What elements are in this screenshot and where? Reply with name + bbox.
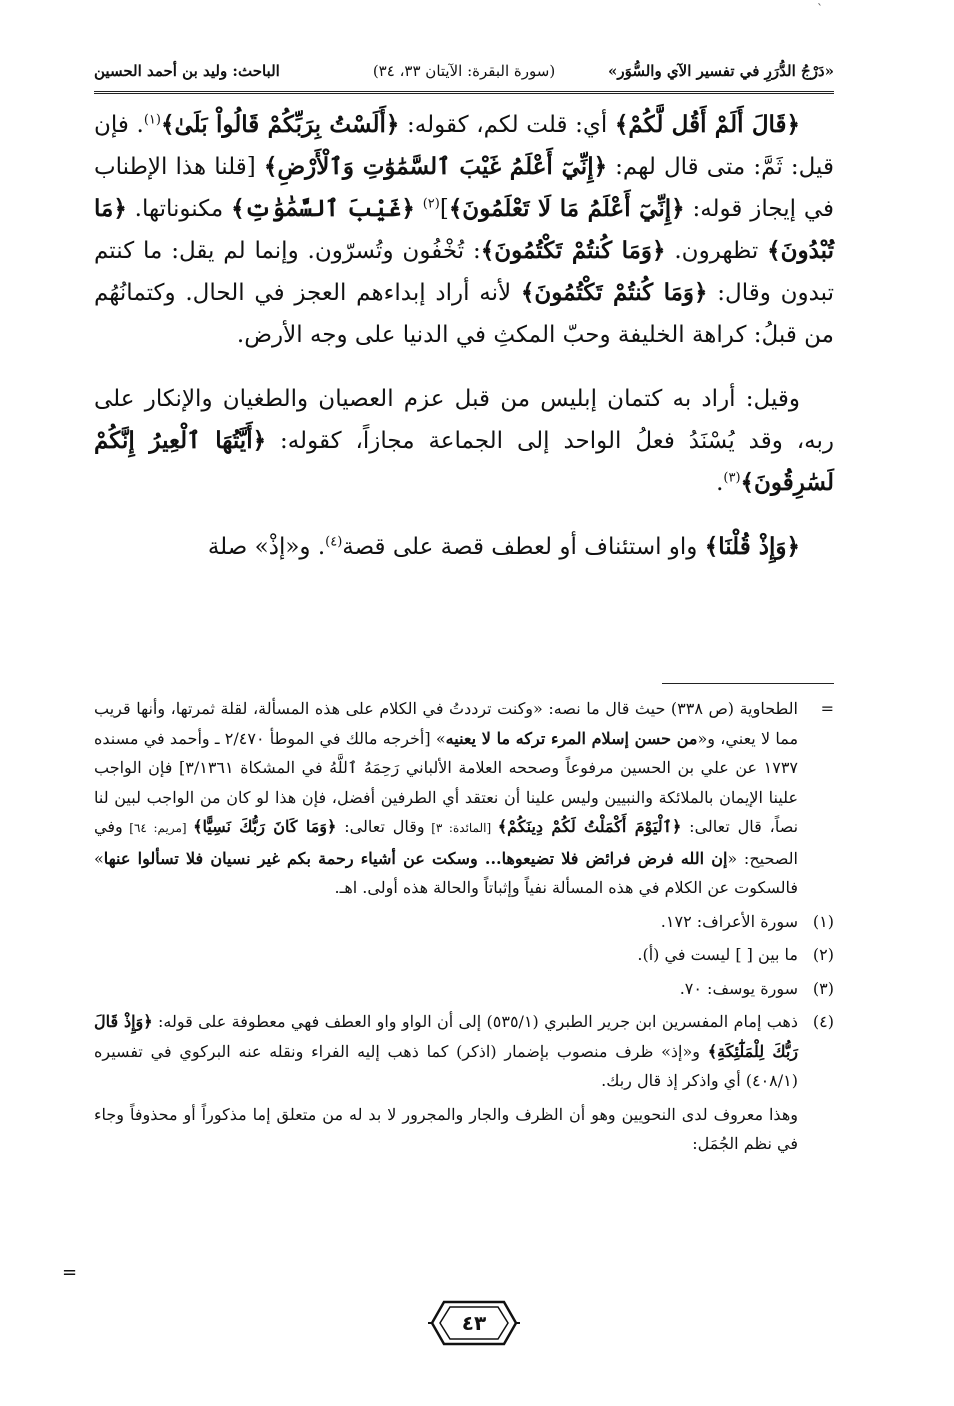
verse-citation: [مريم: ٦٤] [122,821,194,835]
page-number-ornament [428,1298,520,1348]
hadith-quote: من حسن إسلام المرء تركه ما لا يعنيه [445,728,698,748]
text-run: لأنه أراد إبداءهم العجز في الحال. وكتمانُهُم من قبلُ: كراهة الخليفة وحبّ المكثِ في الدنيا على وجه الأرض. [94,280,834,348]
text-run: ذهب إمام المفسرين ابن جرير الطبري (٥٣٥/١) إلى أن الواو واو العطف فهي معطوفة على قوله: [152,1012,798,1031]
text-run: و«إذ» ظرف منصوب بإضمار (اذكر) كما ذهب إليه الفراء ونقله عنه البركوي في تفسيره (٤٠٨/١) أي واذكر إذ قال ربك. [94,1041,798,1090]
footnote-ref-3: (٣) [723,470,741,486]
header-author: الباحث: وليد بن أحمد الحسين [94,62,280,80]
quran-quote: ﴿مَا تُبْدُونَ﴾ [94,195,835,264]
text-run: . و«إذْ» صلة [207,534,326,560]
text-run: ] [439,196,449,222]
text-run: » [أخرجه مالك في الموطأ ٢/٤٧٠ ـ وأحمد في مسنده ١٧٣٧ عن علي بن الحسين مرفوعاً وصححه العلامة الألباني رَحِمَهُ ٱللَّهُ في المشكاة ٣/١٣٦١] فإن الواجب علينا الإيمان بالملائكة والنبيين وليس علينا أن نعتقد أي الطرفين أفضل، فإن هذا لو كان من الواجب لبين لنا نصاً، قال تعالى: [94,728,799,836]
text-run: وقيل: أراد به كتمان إبليس من قبل عزم العصيان والطغيان والإنكار على ربه، وقد يُسْنَدُ فعلُ الواحد إلى الجماعة مجازاً، كقوله: [94,386,834,454]
main-text [94,104,834,590]
text-run: الطحاوية (ص ٣٣٨) حيث قال ما نصه: «وكنت ترددتُ في الكلام على هذه المسألة، لقلة ثمرتها، وأنها قريب مما لا يعني، و« [94,699,799,748]
text-run: أي: قلت لكم، كقوله: [399,112,615,138]
quran-quote: ﴿ٱلْيَوْمَ أَكْمَلْتُ لَكُمْ دِينَكُمْ﴾ [497,817,682,836]
running-header [94,54,834,90]
page-number: ٤٣ [461,1311,487,1335]
footnote-ref-4: (٤) [325,534,343,550]
footnote-continuation-mark: = [820,699,834,718]
footnote-1-mark: (١) [812,911,834,931]
quran-quote: ﴿إِنِّيٓ أَعْلَمُ غَيْبَ ٱلسَّمَٰوَٰتِ وَٱلْأَرْضِ﴾ [263,153,608,180]
footnote-2 [94,940,834,970]
footnote-continuation [94,694,834,903]
corner-mark: ˋ [817,2,823,16]
text-run: مكنوناتها. [126,196,232,222]
footnote-4-text [94,1012,798,1090]
quran-quote: ﴿أَيَّتُهَا ٱلْعِيرُ إِنَّكُمْ لَسَٰرِقُونَ﴾ [94,427,834,496]
text-run: : تُخْفُون وتُسرّون. وإنما لم يقل: ما كنتم تبدون وقال: [94,238,834,306]
text-run: [قلنا هذا الإطناب في إيجاز قوله: [94,154,835,222]
text-run: تظهرون. [665,238,768,264]
text-run: وفي الصحيح: « [94,817,798,868]
text-run: . فإن قيل: ثَمَّ: متى قال لهم: [94,112,834,180]
quran-quote: ﴿أَلَسْتُ بِرَبِّكُمْ قَالُواْ بَلَىٰ﴾ [160,111,400,138]
paragraph-2 [94,378,834,504]
quran-quote: ﴿غَيْبَ ٱلسَّمَٰوَٰتِ﴾ [231,195,415,222]
text-run [415,196,423,222]
quran-quote: ﴿قَالَ أَلَمْ أَقُل لَّكُمْ﴾ [614,111,801,138]
footnote-4-mark: (٤) [812,1012,834,1031]
header-book-title: «دَرْجُ الدُّرَرِ في تفسير الآي والسُّوَر» [607,62,834,80]
continuation-mark: = [62,1262,78,1283]
footnote-divider [662,683,834,684]
header-surah-reference: (سورة البقرة: الآيتان ٣٣، ٣٤) [372,62,556,80]
footnote-3-text: سورة يوسف: ٧٠. [679,978,798,998]
quran-quote: ﴿وَمَا كُنتُمْ تَكْتُمُونَ﴾ [480,237,666,264]
footnote-ref-2: (٢) [422,196,440,212]
quran-quote: ﴿وَمَا كَانَ رَبُّكَ نَسِيًّا﴾ [193,817,337,836]
text-run: . [716,470,724,496]
footnote-2-mark: (٢) [812,945,834,964]
hadith-quote: إن الله فرض فرائض فلا تضيعوها... وسكت عن أشياء رحمة بكم غير نسيان فلا تسألوا عنها [103,848,728,868]
footnote-1-text: سورة الأعراف: ١٧٢. [660,911,798,931]
paragraph-3 [94,526,834,568]
text-run: » فالسكوت عن الكلام في هذه المسألة نفياً وإثباتاً والحالة هذه أولى. اهـ. [94,848,798,897]
footnote-4-continuation: وهذا معروف لدى النحويين وهو أن الظرف والجار والمجرور لا بد له من متعلق إما مذكوراً أو محذوفاً وجاء في نظم الجُمَل: [94,1104,798,1153]
quran-quote: ﴿وَإِذْ قُلْنَا﴾ [704,533,800,560]
verse-citation: [المائدة: ٣] [424,821,498,835]
quran-quote: ﴿وَمَا كُنتُمْ تَكْتُمُونَ﴾ [520,279,708,306]
footnote-body [94,699,798,897]
footnotes [94,694,834,1159]
footnote-3-mark: (٣) [812,978,834,998]
quran-quote: ﴿إِنِّيٓ أَعْلَمُ مَا لَا تَعْلَمُونَ﴾ [448,195,685,222]
footnote-3 [94,974,834,1004]
quran-quote: ﴿وَإِذْ قَالَ رَبُّكَ لِلْمَلَٰٓئِكَةِ﴾ [94,1012,799,1061]
text-run: وقال تعالى: [336,817,425,836]
text-run: واو استئناف أو لعطف قصة على قصة [342,534,705,560]
footnote-1 [94,907,834,937]
footnote-4 [94,1007,834,1096]
footnote-2-text: ما بين [ ] ليست في (أ). [637,945,798,964]
footnote-ref-1: (١) [143,112,161,128]
paragraph-1 [94,104,834,356]
header-divider [94,91,834,94]
